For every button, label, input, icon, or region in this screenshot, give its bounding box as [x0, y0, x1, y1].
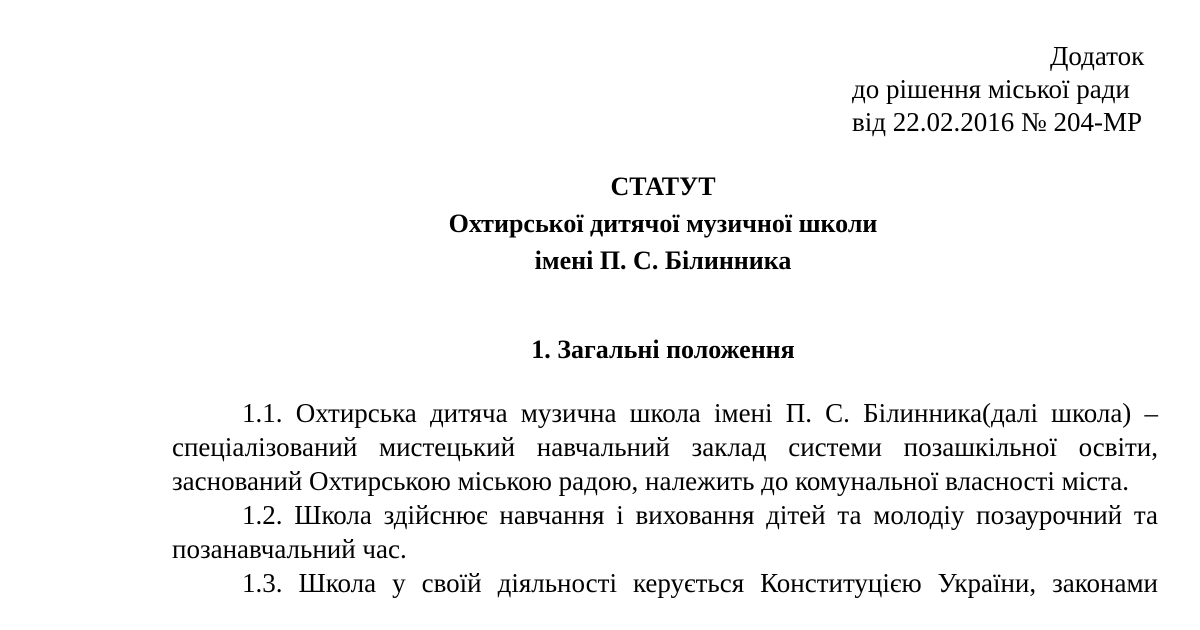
appendix-label: Додаток [1050, 41, 1145, 71]
paragraph-1-3: 1.3. Школа у своїй діяльності керується Конституцією України, законами [242, 568, 1158, 598]
appendix-date-number: від 22.02.2016 № 204-МР [852, 107, 1143, 137]
title-statute: СТАТУТ [610, 172, 716, 201]
document-body [172, 396, 1158, 600]
paragraph-1-1: 1.1. Охтирська дитяча музична школа імені П. С. Білинника(далі школа) – спеціалізований мистецький навчальний заклад системи позашкільної освіти, заснований Охтирською міською радою, належить до комунальної власності міста. [172, 398, 1158, 496]
title-school-name: Охтирської дитячої музичної школи [448, 209, 878, 238]
title-school-namesake: імені П. С. Білинника [534, 246, 792, 275]
section-heading: 1. Загальні положення [531, 335, 795, 364]
paragraph-1-2: 1.2. Школа здійснює навчання і виховання дітей та молодіу позаурочний та позанавчальний час. [172, 500, 1158, 564]
appendix-decision: до рішення міської ради [852, 74, 1130, 104]
document-title [0, 168, 1200, 279]
appendix-note [852, 40, 1144, 139]
